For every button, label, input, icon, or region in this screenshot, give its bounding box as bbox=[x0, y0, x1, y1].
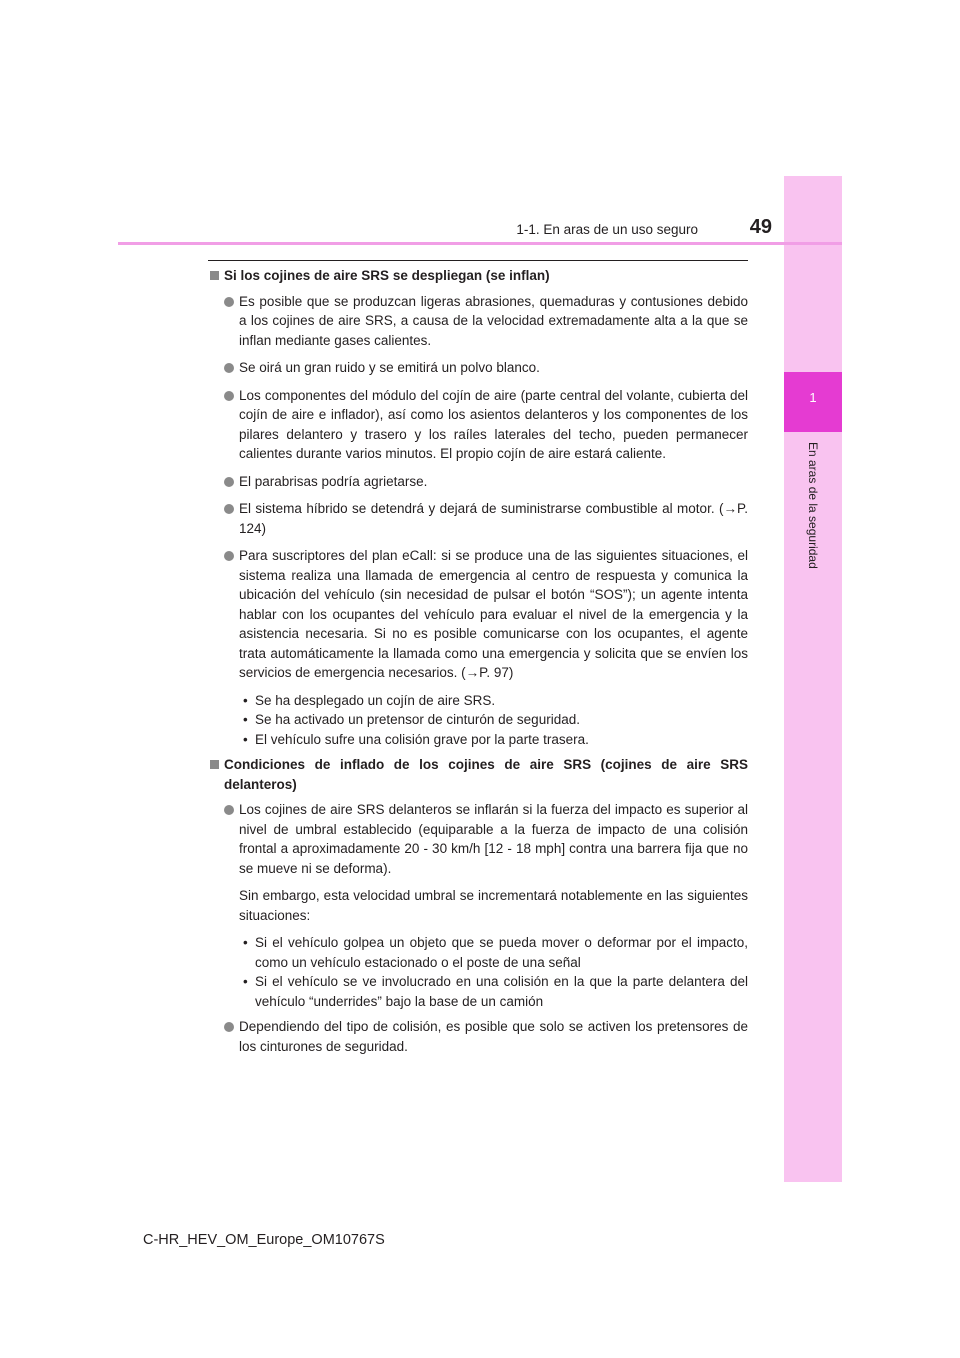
page-content bbox=[208, 266, 748, 1064]
list-item-text: Para suscriptores del plan eCall: si se produce una de las siguientes situaciones, el sistema realiza una llamada de emergencia al centro de respuesta y comunica la ubicación del vehículo (sin necesidad de pulsar el botón “SOS”); un agente intenta hablar con los ocupantes del vehículo para evaluar el nivel de la emergencia y la asistencia necesaria. Si no es posible comunicarse con los ocupantes, el agente trata automáticamente la llamada como una emergencia y solicita que se envíen los servicios de emergencia necesarios. (→P. 97) bbox=[239, 548, 748, 680]
sub-list-item: • Si el vehículo golpea un objeto que se pueda mover o deformar por el impacto, como un vehículo estacionado o el poste de una señal bbox=[243, 935, 748, 970]
section-heading bbox=[208, 266, 748, 286]
list-item bbox=[208, 546, 748, 683]
list-item bbox=[208, 358, 748, 378]
round-bullet-icon bbox=[224, 391, 234, 401]
list-item bbox=[208, 800, 748, 878]
header-divider bbox=[118, 242, 842, 245]
chapter-number: 1 bbox=[809, 390, 817, 405]
sub-list-item-text: Se ha desplegado un cojín de aire SRS. bbox=[255, 692, 496, 708]
sub-list-item-text: Se ha activado un pretensor de cinturón de seguridad. bbox=[255, 712, 580, 727]
page-number: 49 bbox=[749, 216, 772, 238]
content-top-rule bbox=[208, 260, 748, 261]
sub-list-item: • El vehículo sufre una colisión grave por la parte trasera. bbox=[243, 731, 589, 747]
list-item-text: El parabrisas podría agrietarse. bbox=[239, 473, 428, 489]
header-section-title: 1-1. En aras de un uso seguro bbox=[516, 222, 698, 237]
paragraph: Sin embargo, esta velocidad umbral se incrementará notablemente en las siguientes situaciones: bbox=[239, 888, 748, 923]
section-heading-text: Condiciones de inflado de los cojines de aire SRS (cojines de aire SRS delanteros) bbox=[224, 757, 748, 792]
list-item bbox=[208, 292, 748, 351]
chapter-label: En aras de la seguridad bbox=[806, 442, 820, 569]
list-item bbox=[208, 1017, 748, 1056]
list-item-text: Dependiendo del tipo de colisión, es posible que solo se activen los pretensores de los cinturones de seguridad. bbox=[239, 1019, 748, 1054]
list-item bbox=[208, 499, 748, 538]
sub-list bbox=[208, 933, 748, 1011]
sub-list bbox=[208, 691, 748, 750]
square-bullet-icon bbox=[210, 271, 219, 280]
list-item-text: Se oirá un gran ruido y se emitirá un polvo blanco. bbox=[239, 360, 540, 375]
round-bullet-icon bbox=[224, 363, 234, 373]
list-item-text: Es posible que se produzcan ligeras abrasiones, quemaduras y contusiones debido a los cojines de aire SRS, a causa de la velocidad extremadamente alta a la que se inflan mediante gases calientes. bbox=[239, 293, 748, 348]
list-item-text: El sistema híbrido se detendrá y dejará de suministrarse combustible al motor. (→P. 124) bbox=[239, 501, 748, 536]
list-item bbox=[208, 472, 748, 492]
round-bullet-icon bbox=[224, 504, 234, 514]
round-bullet-icon bbox=[224, 477, 234, 487]
round-bullet-icon bbox=[224, 551, 234, 561]
list-item bbox=[208, 386, 748, 464]
sub-list-item-text: El vehículo sufre una colisión grave por la parte trasera. bbox=[255, 731, 589, 747]
sub-list-item: • Se ha activado un pretensor de cinturón de seguridad. bbox=[243, 712, 580, 727]
list-item-text: Los cojines de aire SRS delanteros se inflarán si la fuerza del impacto es superior al nivel de umbral establecido (equiparable a la fuerza de impacto de una colisión frontal a aproximadamente 20 - 30 km/h [12 - 18 mph] contra una barrera fija que no se mueve ni se deforma). bbox=[239, 802, 748, 876]
footer-doc-id: C-HR_HEV_OM_Europe_OM10767S bbox=[143, 1232, 385, 1248]
sub-list-item-text: Si el vehículo se ve involucrado en una colisión en la que la parte delantera del vehículo “underrides” bajo la base de un camión bbox=[255, 974, 748, 1009]
section-heading-text: Si los cojines de aire SRS se despliegan (se inflan) bbox=[224, 268, 550, 283]
section-heading bbox=[208, 755, 748, 794]
list-item-text: Los componentes del módulo del cojín de aire (parte central del volante, cubierta del cojín de aire e inflador), así como los asientos delanteros y los componentes de los pilares delantero y trasero y los raíles laterales del techo, pueden permanecer calientes durante varios minutos. El propio cojín de aire estará caliente. bbox=[239, 387, 748, 461]
round-bullet-icon bbox=[224, 297, 234, 307]
sub-list-item: • Si el vehículo se ve involucrado en una colisión en la que la parte delantera del vehículo “underrides” bajo la base de un camión bbox=[243, 974, 748, 1009]
round-bullet-icon bbox=[224, 805, 234, 815]
side-chapter-tab bbox=[784, 176, 842, 1182]
round-bullet-icon bbox=[224, 1022, 234, 1032]
sub-list-item-text: Si el vehículo golpea un objeto que se pueda mover o deformar por el impacto, como un vehículo estacionado o el poste de una señal bbox=[255, 935, 748, 970]
square-bullet-icon bbox=[210, 760, 219, 769]
sub-list-item: • Se ha desplegado un cojín de aire SRS. bbox=[243, 692, 496, 708]
